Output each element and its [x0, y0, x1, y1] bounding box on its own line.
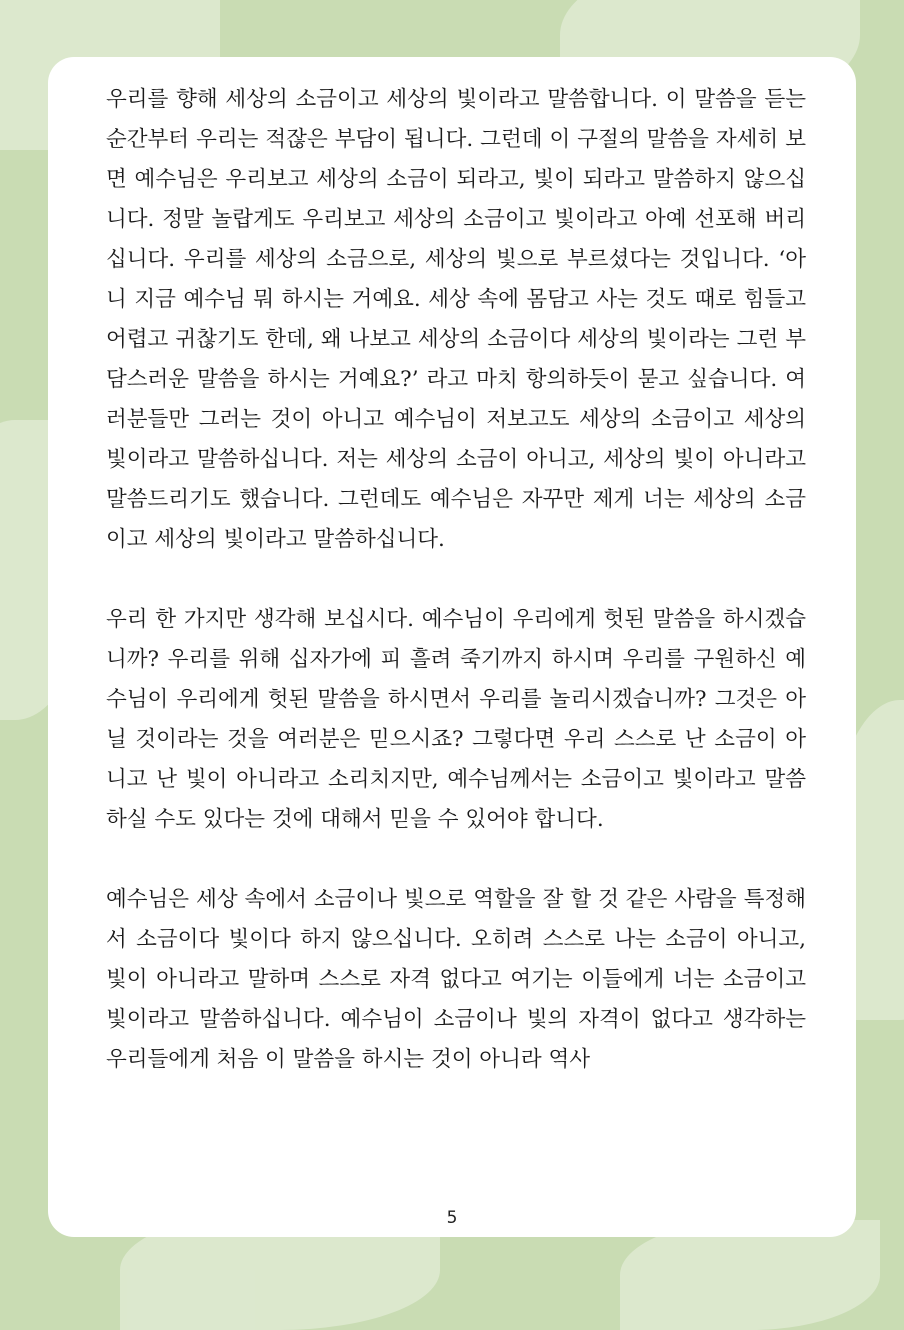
- paragraph-1: 우리를 향해 세상의 소금이고 세상의 빛이라고 말씀합니다. 이 말씀을 듣는 순간부터 우리는 적잖은 부담이 됩니다. 그런데 이 구절의 말씀을 자세히 보면 예수님은 우리보고 세상의 소금이 되라고, 빛이 되라고 말씀하지 않으십니다. 정말 놀랍게도 우리보고 세상의 소금이고 빛이라고 아예 선포해 버리십니다. 우리를 세상의 소금으로, 세상의 빛으로 부르셨다는 것입니다. ‘아니 지금 예수님 뭐 하시는 거예요. 세상 속에 몸담고 사는 것도 때로 힘들고 어렵고 귀찮기도 한데, 왜 나보고 세상의 소금이다 세상의 빛이라는 그런 부담스러운 말씀을 하시는 거예요?’ 라고 마치 항의하듯이 묻고 싶습니다. 여러분들만 그러는 것이 아니고 예수님이 저보고도 세상의 소금이고 세상의 빛이라고 말씀하십니다. 저는 세상의 소금이 아니고, 세상의 빛이 아니라고 말씀드리기도 했습니다. 그런데도 예수님은 자꾸만 제게 너는 세상의 소금이고 세상의 빛이라고 말씀하십니다.: [106, 87, 806, 552]
- paragraph-3: 예수님은 세상 속에서 소금이나 빛으로 역할을 잘 할 것 같은 사람을 특정해서 소금이다 빛이다 하지 않으십니다. 오히려 스스로 나는 소금이 아니고, 빛이 아니라고 말하며 스스로 자격 없다고 여기는 이들에게 너는 소금이고 빛이라고 말씀하십니다. 예수님이 소금이나 빛의 자격이 없다고 생각하는 우리들에게 처음 이 말씀을 하시는 것이 아니라 역사: [106, 887, 806, 1072]
- paragraph-2: 우리 한 가지만 생각해 보십시다. 예수님이 우리에게 헛된 말씀을 하시겠습니까? 우리를 위해 십자가에 피 흘려 죽기까지 하시며 우리를 구원하신 예수님이 우리에게 헛된 말씀을 하시면서 우리를 놀리시겠습니까? 그것은 아닐 것이라는 것을 여러분은 믿으시죠? 그렇다면 우리 스스로 난 소금이 아니고 난 빛이 아니라고 소리치지만, 예수님께서는 소금이고 빛이라고 말씀하실 수도 있다는 것에 대해서 믿을 수 있어야 합니다.: [106, 607, 806, 832]
- page-number: 5: [446, 1208, 458, 1228]
- body-text: [106, 80, 806, 1080]
